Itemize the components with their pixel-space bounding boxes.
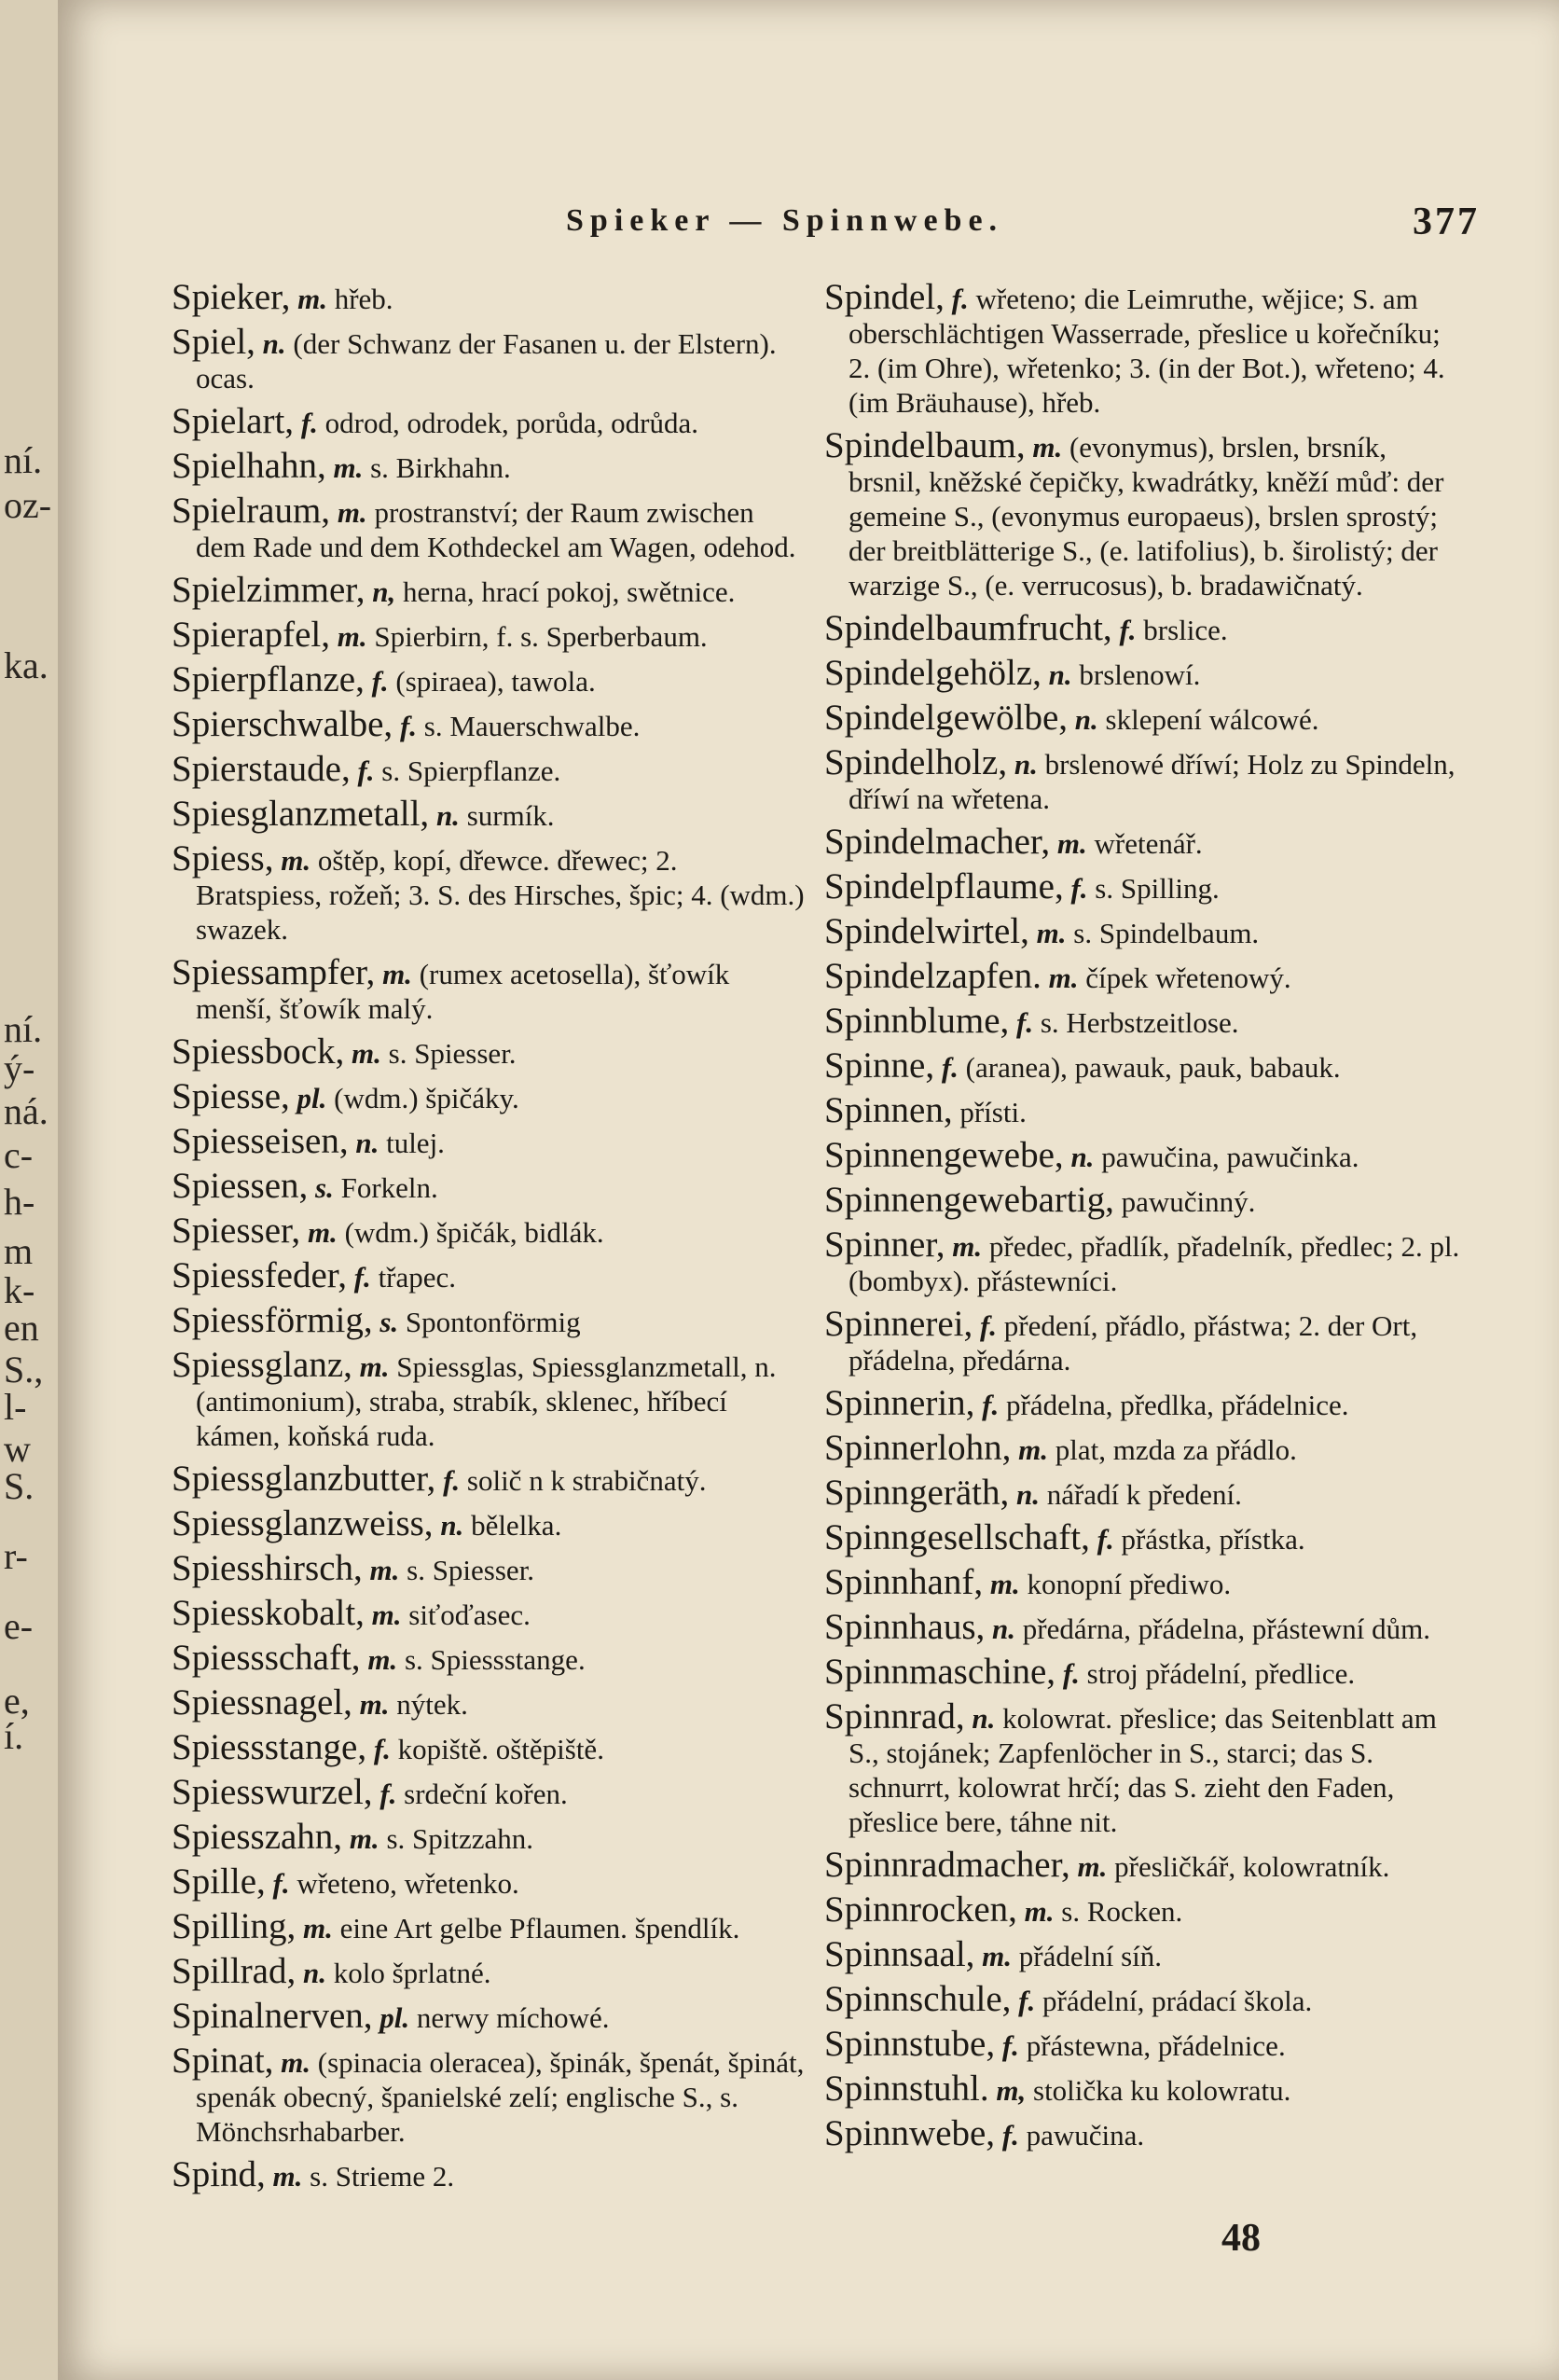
dictionary-entry (824, 1045, 1463, 1086)
entry-headword: Spiesseisen, (172, 1121, 349, 1161)
entry-headword: Spinnblume, (824, 1001, 1010, 1041)
entry-headword: Spiessnagel, (172, 1682, 352, 1723)
prev-page-fragment: ná. (4, 1090, 48, 1132)
entry-headword: Spinnrad, (824, 1696, 965, 1737)
running-head: Spieker — Spinnwebe. (566, 203, 1004, 238)
prev-page-fragment: w (4, 1428, 31, 1470)
entry-headword: Spinnen, (824, 1090, 953, 1130)
dictionary-entry (172, 1548, 810, 1588)
dictionary-entry (172, 2154, 810, 2194)
entry-definition: předec, přadlík, přadelník, předlec; 2. pl. (bombyx). přástewníci. (848, 1230, 1460, 1297)
entry-gender: m. (303, 1912, 333, 1944)
dictionary-entry (824, 653, 1463, 693)
entry-definition: srdeční kořen. (404, 1778, 568, 1810)
prev-page-fragment: c- (4, 1134, 34, 1176)
dictionary-entry (172, 1593, 810, 1633)
entry-gender: m. (352, 1037, 381, 1070)
entry-definition: konopní přediwo. (1027, 1568, 1232, 1600)
dictionary-entry (172, 659, 810, 699)
prev-page-fragment: k- (4, 1269, 35, 1311)
dictionary-entry (824, 1475, 1463, 1512)
entry-gender: f. (941, 1051, 959, 1084)
dictionary-entry (172, 749, 810, 789)
entry-headword: Spinnstuhl. (824, 2069, 989, 2109)
entry-gender: f. (353, 1261, 371, 1294)
entry-definition: wřetenář. (1094, 827, 1203, 860)
dictionary-entry (172, 1996, 810, 2036)
prev-page-fragment: ka. (4, 644, 48, 686)
entry-gender: m. (337, 496, 367, 529)
entry-gender: f. (443, 1464, 461, 1497)
dictionary-entry (824, 1227, 1463, 1298)
entry-definition: wřeteno, wřetenko. (297, 1867, 519, 1900)
dictionary-entry (824, 824, 1463, 861)
entry-headword: Spiessglanz, (172, 1345, 352, 1385)
entry-headword: Spindelbaumfrucht, (824, 608, 1112, 648)
entry-definition: čípek wřetenowý. (1085, 962, 1291, 994)
dictionary-entry (172, 322, 810, 395)
entry-definition: nerwy míchowé. (416, 2001, 610, 2034)
entry-gender: n. (1070, 1141, 1095, 1173)
prev-page-fragment: m (4, 1230, 34, 1272)
dictionary-entry (172, 1772, 810, 1812)
entry-gender: f. (272, 1867, 290, 1900)
entry-gender: f. (300, 407, 318, 439)
entry-gender: m. (1018, 1433, 1049, 1466)
entry-gender: n. (355, 1127, 379, 1159)
entry-headword: Spindelgewölbe, (824, 698, 1069, 738)
dictionary-entry (824, 1135, 1463, 1175)
entry-gender: m. (297, 283, 327, 315)
dictionary-entry (172, 1682, 810, 1723)
dictionary-entry (172, 1817, 810, 1857)
entry-gender: f. (1001, 2029, 1019, 2062)
entry-gender: s. (315, 1171, 334, 1204)
entry-headword: Spierpflanze, (172, 659, 365, 699)
prev-page-fragment: l- (4, 1386, 27, 1428)
entry-headword: Spiel, (172, 322, 255, 362)
entry-headword: Spinnengewebe, (824, 1135, 1064, 1175)
entry-gender: m. (1024, 1895, 1055, 1928)
dictionary-entry (172, 1255, 810, 1295)
entry-definition: prostranství; der Raum zwischen dem Rade und dem Kothdeckel am Wagen, odehod. (196, 496, 796, 563)
entry-headword: Spindelgehölz, (824, 653, 1042, 693)
entry-headword: Spillrad, (172, 1951, 297, 1991)
entry-definition: pawučinný. (1121, 1185, 1256, 1218)
entry-headword: Spinngesellschaft, (824, 1517, 1090, 1557)
entry-definition: (rumex acetosella), šťowík menší, šťowík malý. (196, 958, 730, 1025)
entry-definition: s. Strieme 2. (310, 2160, 455, 2193)
dictionary-entry (824, 1934, 1463, 1974)
entry-gender: n. (1048, 658, 1072, 691)
entry-definition: přádelní síň. (1018, 1940, 1163, 1972)
dictionary-entry (824, 2071, 1463, 2108)
entry-definition: solič n k strabičnatý. (466, 1464, 707, 1497)
entry-definition: s. Mauerschwalbe. (423, 710, 641, 742)
entry-headword: Spindelbaum, (824, 425, 1026, 465)
entry-headword: Spindelmacher, (824, 822, 1051, 862)
prev-page-fragment: ní. (4, 1008, 43, 1050)
entry-gender: n. (1015, 1478, 1040, 1511)
entry-gender: m. (272, 2160, 303, 2193)
entry-headword: Spierschwalbe, (172, 704, 393, 744)
entry-definition: s. Spitzzahn. (386, 1822, 533, 1855)
dictionary-entry (172, 401, 810, 441)
entry-headword: Spinnerlohn, (824, 1428, 1012, 1468)
dictionary-entry (824, 742, 1463, 816)
entry-gender: s. (379, 1306, 399, 1338)
entry-headword: Spinnsaal, (824, 1934, 975, 1974)
entry-definition: třapec. (378, 1261, 457, 1294)
entry-headword: Spiessglanzweiss, (172, 1503, 434, 1543)
entry-definition: nýtek. (396, 1688, 468, 1721)
entry-headword: Spinnmaschine, (824, 1652, 1056, 1692)
entry-definition: odrod, odrodek, porůda, odrůda. (324, 407, 698, 439)
dictionary-entry (172, 1121, 810, 1161)
entry-gender: f. (373, 1733, 391, 1765)
entry-definition: s. Spindelbaum. (1073, 917, 1260, 949)
entry-definition: (spinacia oleracea), špinák, špenát, špinát, spenák obecný, španielské zelí; englische S., s. Mönchsrhabarber. (196, 2046, 805, 2148)
dictionary-entry (172, 1461, 810, 1498)
entry-gender: m. (359, 1350, 390, 1383)
entry-gender: m. (1036, 917, 1067, 949)
entry-gender: m. (281, 2046, 311, 2079)
entry-definition: wřeteno; die Leimruthe, wějice; S. am oberschlächtigen Wasserrade, přeslice u kořečníku; 2. (im Ohre), wřetenko; 3. (in der Bot.), wřeteno; 4. (im Bräuhause), hřeb. (848, 283, 1445, 419)
entry-gender: n, (372, 575, 396, 608)
entry-headword: Spiesglanzmetall, (172, 794, 430, 834)
dictionary-entry (172, 1503, 810, 1543)
entry-definition: s. Spiessstange. (404, 1643, 586, 1676)
entry-gender: m. (371, 1598, 402, 1631)
entry-headword: Spille, (172, 1861, 266, 1902)
entry-headword: Spindelzapfen. (824, 956, 1042, 996)
entry-headword: Spinnwebe, (824, 2113, 996, 2153)
entry-headword: Spinnstube, (824, 2024, 996, 2064)
entry-gender: m. (369, 1554, 400, 1586)
entry-definition: kopiště. oštěpiště. (397, 1733, 604, 1765)
entry-gender: f. (1097, 1523, 1114, 1556)
entry-definition: bělelka. (471, 1509, 562, 1542)
entry-definition: s. Herbstzeitlose. (1040, 1006, 1239, 1039)
dictionary-entry (824, 1847, 1463, 1884)
prev-page-fragment: S., (4, 1349, 44, 1391)
entry-headword: Spierapfel, (172, 615, 331, 655)
dictionary-entry (824, 1180, 1463, 1220)
entry-headword: Spinnschule, (824, 1979, 1012, 2019)
entry-headword: Spinnerei, (824, 1304, 973, 1344)
entry-definition: kolo šprlatné. (333, 1957, 491, 1989)
entry-definition: přástewna, přádelnice. (1026, 2029, 1286, 2062)
entry-headword: Spiess, (172, 838, 274, 879)
entry-definition: Spiessglas, Spiessglanzmetall, n. (antimonium), straba, strabík, sklenec, hříbecí kámen, koňská ruda. (196, 1350, 777, 1452)
entry-headword: Spinnrocken, (824, 1889, 1017, 1930)
entry-definition: stroj přádelní, předlice. (1086, 1657, 1356, 1690)
entry-definition: pawučina. (1026, 2119, 1145, 2152)
entry-gender: m. (333, 451, 364, 484)
dictionary-entry (824, 700, 1463, 737)
entry-headword: Spiesshirsch, (172, 1548, 363, 1588)
entry-definition: s. Spiesser. (388, 1037, 517, 1070)
prev-page-fragment: h- (4, 1181, 35, 1223)
dictionary-entry (824, 866, 1463, 906)
prev-page-fragment: ní. (4, 439, 43, 481)
dictionary-page (58, 0, 1559, 2380)
entry-definition: (evonymus), brslen, brsník, brsnil, kněžské čepičky, kwadrátky, kněží můď: der gemeine S., (evonymus europaeus), brslen sprostý; der breitblätterige S., (e. latifolius), b. širolistý; der warzige S., (e. verrucosus), b. bradawičnatý. (848, 431, 1444, 602)
entry-headword: Spindel, (824, 277, 945, 317)
entry-gender: m, (996, 2074, 1027, 2107)
entry-gender: f. (979, 1309, 998, 1342)
entry-definition: Spontonförmig (405, 1306, 581, 1338)
dictionary-entry (172, 1166, 810, 1206)
dictionary-entry (824, 2113, 1463, 2153)
entry-gender: n. (972, 1702, 996, 1735)
entry-definition: brslice. (1143, 614, 1228, 646)
entry-definition: s. Rocken. (1061, 1895, 1183, 1928)
entry-definition: Spierbirn, f. s. Sperberbaum. (374, 620, 708, 653)
entry-definition: oštěp, kopí, dřewce. dřewec; 2. Bratspiess, rožeň; 3. S. des Hirsches, špic; 4. (wdm.) swazek. (196, 844, 805, 946)
dictionary-entry (824, 1607, 1463, 1647)
dictionary-entry (172, 1640, 810, 1677)
dictionary-entry (172, 704, 810, 744)
entry-definition: (der Schwanz der Fasanen u. der Elstern). ocas. (196, 327, 777, 394)
entry-definition: přádelní, prádací škola. (1042, 1985, 1313, 2017)
entry-headword: Spiessen, (172, 1166, 309, 1206)
signature-mark: 48 (1221, 2217, 1261, 2260)
entry-headword: Spindelpflaume, (824, 866, 1064, 906)
entry-definition: (spiraea), tawola. (395, 665, 596, 698)
dictionary-entry (172, 1345, 810, 1453)
dictionary-entry (824, 956, 1463, 996)
entry-gender: f. (371, 665, 389, 698)
entry-gender: f. (982, 1389, 1000, 1421)
dictionary-entry (824, 608, 1463, 648)
entry-definition: s. Spierpflanze. (381, 754, 561, 787)
right-column (824, 277, 1463, 2294)
prev-page-fragment: ý- (4, 1047, 35, 1089)
entry-definition: brslenowí. (1079, 658, 1201, 691)
entry-headword: Spindelwirtel, (824, 911, 1029, 951)
entry-definition: herna, hrací pokoj, swětnice. (402, 575, 736, 608)
dictionary-entry (824, 1696, 1463, 1839)
entry-gender: m. (307, 1216, 338, 1249)
left-column (172, 277, 810, 2294)
entry-headword: Spiessampfer, (172, 952, 376, 992)
dictionary-entry (172, 1031, 810, 1072)
entry-headword: Spinalnerven, (172, 1996, 373, 2036)
dictionary-entry (172, 1861, 810, 1902)
entry-gender: f. (379, 1778, 397, 1810)
dictionary-entry (824, 1090, 1463, 1130)
entry-headword: Spinne, (824, 1045, 935, 1086)
entry-headword: Spiessstange, (172, 1727, 367, 1767)
page-number: 377 (1413, 201, 1480, 243)
entry-gender: m. (989, 1568, 1020, 1600)
dictionary-entry (172, 446, 810, 486)
entry-definition: (wdm.) špičáky. (334, 1082, 519, 1114)
prev-page-fragment: S. (4, 1465, 34, 1507)
prev-page-fragment: í. (4, 1715, 24, 1757)
dictionary-entry (172, 1727, 810, 1767)
entry-headword: Spilling, (172, 1906, 297, 1946)
entry-headword: Spindelholz, (824, 742, 1008, 782)
entry-gender: m. (982, 1940, 1013, 1972)
dictionary-entry (824, 1383, 1463, 1423)
entry-definition: brslenowé dříwí; Holz zu Spindeln, dříwí na wřetena. (848, 748, 1456, 815)
dictionary-entry (824, 1562, 1463, 1602)
entry-headword: Spierstaude, (172, 749, 351, 789)
entry-gender: f. (1016, 1006, 1034, 1039)
prev-page-fragment: r- (4, 1535, 28, 1577)
entry-headword: Spiessbock, (172, 1031, 345, 1072)
dictionary-entry (824, 425, 1463, 602)
dictionary-entry (172, 1213, 810, 1250)
dictionary-entry (172, 617, 810, 654)
dictionary-entry (172, 838, 810, 947)
entry-definition: surmík. (466, 799, 555, 832)
prev-page-fragment: oz- (4, 484, 52, 526)
entry-gender: f. (357, 754, 375, 787)
entry-gender: m. (382, 958, 412, 990)
entry-headword: Spielhahn, (172, 446, 326, 486)
dictionary-entry (172, 277, 810, 317)
entry-gender: n. (440, 1509, 464, 1542)
entry-gender: f. (1018, 1985, 1036, 2017)
dictionary-entry (172, 493, 810, 564)
entry-definition: eine Art gelbe Pflaumen. špendlík. (339, 1912, 740, 1944)
entry-gender: n. (262, 327, 286, 360)
entry-headword: Spiesse, (172, 1076, 290, 1116)
prev-page-fragment: e- (4, 1605, 34, 1647)
dictionary-entry (824, 1003, 1463, 1040)
entry-definition: přádelna, předlka, přádelnice. (1006, 1389, 1349, 1421)
page-header (566, 203, 1480, 259)
dictionary-entry (172, 1300, 810, 1340)
entry-definition: předárna, přádelna, přástewní dům. (1022, 1612, 1431, 1645)
entry-definition: s. Birkhahn. (370, 451, 511, 484)
entry-definition: siťoďasec. (408, 1598, 531, 1631)
entry-gender: m. (337, 620, 367, 653)
dictionary-entry (824, 1889, 1463, 1930)
entry-definition: sklepení wálcowé. (1105, 703, 1319, 736)
entry-gender: f. (1001, 2119, 1019, 2152)
entry-gender: m. (1056, 827, 1087, 860)
entry-headword: Spinnhaus, (824, 1607, 986, 1647)
dictionary-entry (824, 1654, 1463, 1691)
entry-gender: m. (1032, 431, 1063, 464)
dictionary-entry (172, 952, 810, 1026)
entry-gender: m. (349, 1822, 379, 1855)
entry-gender: m. (1077, 1850, 1108, 1883)
entry-definition: pawučina, pawučinka. (1101, 1141, 1359, 1173)
entry-headword: Spinnhanf, (824, 1562, 984, 1602)
entry-headword: Spieker, (172, 277, 291, 317)
entry-definition: předení, přádlo, přástwa; 2. der Ort, přádelna, předárna. (848, 1309, 1418, 1377)
dictionary-entry (172, 570, 810, 610)
entry-headword: Spiesszahn, (172, 1817, 343, 1857)
entry-definition: stolička ku kolowratu. (1033, 2074, 1291, 2107)
entry-definition: (aranea), pawauk, pauk, babauk. (965, 1051, 1341, 1084)
entry-definition: Forkeln. (340, 1171, 438, 1204)
dictionary-entry (824, 1979, 1463, 2019)
entry-gender: n. (1074, 703, 1098, 736)
entry-gender: m. (952, 1230, 983, 1263)
entry-gender: f. (1062, 1657, 1080, 1690)
entry-definition: s. Spilling. (1095, 872, 1220, 905)
entry-headword: Spiesser, (172, 1211, 301, 1251)
entry-gender: m. (1048, 962, 1079, 994)
entry-headword: Spinnradmacher, (824, 1845, 1070, 1885)
entry-headword: Spiessglanzbutter, (172, 1459, 436, 1499)
entry-gender: n. (303, 1957, 326, 1989)
dictionary-entry (824, 1517, 1463, 1557)
entry-definition: kolowrat. přeslice; das Seitenblatt am S., stojánek; Zapfenlöcher in S., starci; das S. schnurrt, kolowrat hrčí; das S. zieht den Faden, přeslice bere, táhne nit. (848, 1702, 1437, 1838)
dictionary-entry (172, 1951, 810, 1991)
entry-definition: hřeb. (334, 283, 393, 315)
entry-gender: pl. (379, 2001, 410, 2034)
entry-gender: f. (1119, 614, 1137, 646)
prev-page-fragment: e, (4, 1680, 30, 1722)
entry-definition: (wdm.) špičák, bidlák. (344, 1216, 604, 1249)
entry-gender: f. (951, 283, 969, 315)
entry-headword: Spielzimmer, (172, 570, 366, 610)
entry-headword: Spiesskobalt, (172, 1593, 365, 1633)
dictionary-entry (172, 2043, 810, 2149)
entry-definition: přesličkář, kolowratník. (1114, 1850, 1390, 1883)
entry-gender: m. (281, 844, 311, 877)
entry-definition: tulej. (386, 1127, 445, 1159)
entry-headword: Spinat, (172, 2041, 274, 2081)
prev-page-fragment: en (4, 1307, 39, 1349)
entry-gender: f. (1070, 872, 1088, 905)
entry-gender: m. (367, 1643, 398, 1676)
entry-headword: Spiessfeder, (172, 1255, 347, 1295)
entry-definition: s. Spiesser. (407, 1554, 535, 1586)
entry-gender: f. (399, 710, 418, 742)
entry-headword: Spielart, (172, 401, 295, 441)
entry-headword: Spind, (172, 2154, 266, 2194)
dictionary-entry (172, 796, 810, 833)
entry-definition: nářadí k předení. (1046, 1478, 1242, 1511)
entry-gender: n. (435, 799, 460, 832)
entry-headword: Spinngeräth, (824, 1473, 1010, 1513)
entry-definition: plat, mzda za přádlo. (1055, 1433, 1297, 1466)
entry-headword: Spiesswurzel, (172, 1772, 373, 1812)
entry-headword: Spielraum, (172, 491, 331, 531)
entry-headword: Spiessförmig, (172, 1300, 373, 1340)
entry-gender: m. (359, 1688, 390, 1721)
entry-gender: pl. (297, 1082, 327, 1114)
entry-headword: Spinnengewebartig, (824, 1180, 1114, 1220)
previous-page-edge (0, 0, 58, 2380)
dictionary-entry (824, 1428, 1463, 1468)
entry-headword: Spiessschaft, (172, 1638, 361, 1678)
entry-gender: n. (1014, 748, 1038, 781)
dictionary-entry (824, 911, 1463, 951)
entry-definition: přástka, přístka. (1121, 1523, 1305, 1556)
dictionary-entry (824, 277, 1463, 420)
entry-headword: Spinnerin, (824, 1383, 975, 1423)
entry-headword: Spinner, (824, 1225, 945, 1265)
dictionary-entry (172, 1076, 810, 1116)
dictionary-entry (172, 1906, 810, 1946)
dictionary-entry (824, 1304, 1463, 1377)
entry-definition: přísti. (959, 1096, 1027, 1128)
entry-gender: n. (992, 1612, 1016, 1645)
dictionary-entry (824, 2024, 1463, 2064)
